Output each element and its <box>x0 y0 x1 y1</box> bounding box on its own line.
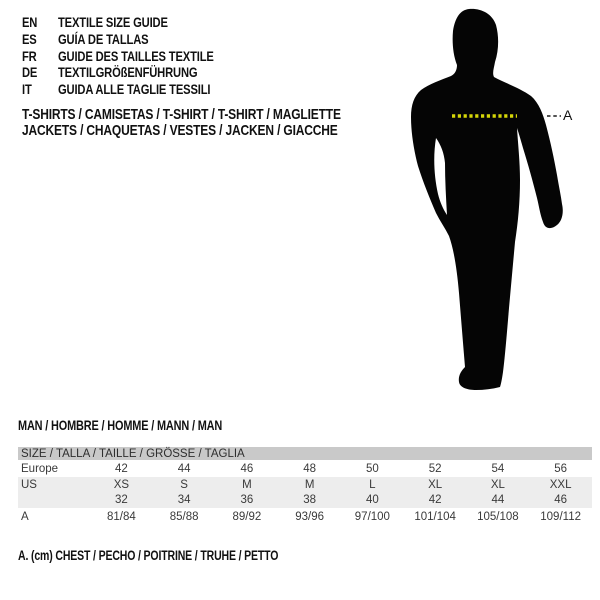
size-table <box>18 447 592 525</box>
table-cell: 42 <box>428 494 442 506</box>
table-cell: 46 <box>240 462 254 475</box>
table-cell: 50 <box>365 462 379 475</box>
table-cell: 44 <box>491 494 505 506</box>
language-title: GUIDE DES TAILLES TEXTILE <box>58 47 214 64</box>
row-label: US <box>21 478 37 491</box>
table-cell: 105/108 <box>477 510 519 523</box>
row-label: A <box>21 510 29 523</box>
table-cell: 101/104 <box>414 510 456 523</box>
language-title: TEXTILE SIZE GUIDE <box>58 14 168 30</box>
table-cell: M <box>304 478 315 491</box>
size-table-header-bar <box>18 447 592 460</box>
table-cell: 48 <box>303 462 317 475</box>
table-cell: 52 <box>428 462 442 475</box>
measurement-a-label: A <box>563 107 573 123</box>
category-tshirts: T-SHIRTS / CAMISETAS / T-SHIRT / T-SHIRT / MAGLIETTE <box>22 105 341 123</box>
table-cell: 32 <box>114 494 128 506</box>
table-cell: 81/84 <box>106 510 136 523</box>
language-code: IT <box>22 81 32 97</box>
table-cell: 44 <box>177 462 191 475</box>
size-table-header-label: SIZE / TALLA / TAILLE / GRÖSSE / TAGLIA <box>21 447 245 460</box>
man-silhouette <box>411 9 563 390</box>
table-cell: S <box>180 478 188 491</box>
table-cell: 42 <box>114 462 128 475</box>
table-cell: 56 <box>554 462 568 475</box>
table-cell: 89/92 <box>232 510 262 523</box>
table-cell: 93/96 <box>295 510 325 523</box>
section-title-man: MAN / HOMBRE / HOMME / MANN / MAN <box>18 417 223 433</box>
table-cell: XXL <box>549 478 572 491</box>
table-cell: 109/112 <box>540 510 581 523</box>
table-cell: M <box>242 478 252 491</box>
language-title: GUÍA DE TALLAS <box>58 30 149 47</box>
table-cell: L <box>369 478 376 491</box>
table-cell: 40 <box>365 494 379 506</box>
table-cell: 36 <box>240 494 254 506</box>
category-jackets: JACKETS / CHAQUETAS / VESTES / JACKEN / GIACCHE <box>22 121 338 139</box>
table-cell: 54 <box>491 462 505 475</box>
language-code: EN <box>22 14 38 30</box>
language-code: FR <box>22 47 37 64</box>
table-row-europe <box>18 460 592 477</box>
table-row-chest-a <box>18 508 592 525</box>
language-title: TEXTILGRÖßENFÜHRUNG <box>58 64 198 81</box>
table-row-us-numeric <box>18 492 592 508</box>
language-code: DE <box>22 64 38 81</box>
language-title: GUIDA ALLE TAGLIE TESSILI <box>58 81 211 97</box>
measurement-footnote: A. (cm) CHEST / PECHO / POITRINE / TRUHE / PETTO <box>18 548 279 563</box>
row-label: Europe <box>21 462 59 475</box>
table-cell: 97/100 <box>354 510 390 523</box>
table-cell: 34 <box>177 494 191 506</box>
table-cell: 85/88 <box>169 510 199 523</box>
table-row-us <box>18 477 592 492</box>
table-cell: XL <box>428 478 443 491</box>
table-cell: XL <box>490 478 505 491</box>
table-cell: 38 <box>303 494 317 506</box>
language-code: ES <box>22 30 37 47</box>
table-cell: XS <box>113 478 130 491</box>
table-cell: 46 <box>554 494 568 506</box>
